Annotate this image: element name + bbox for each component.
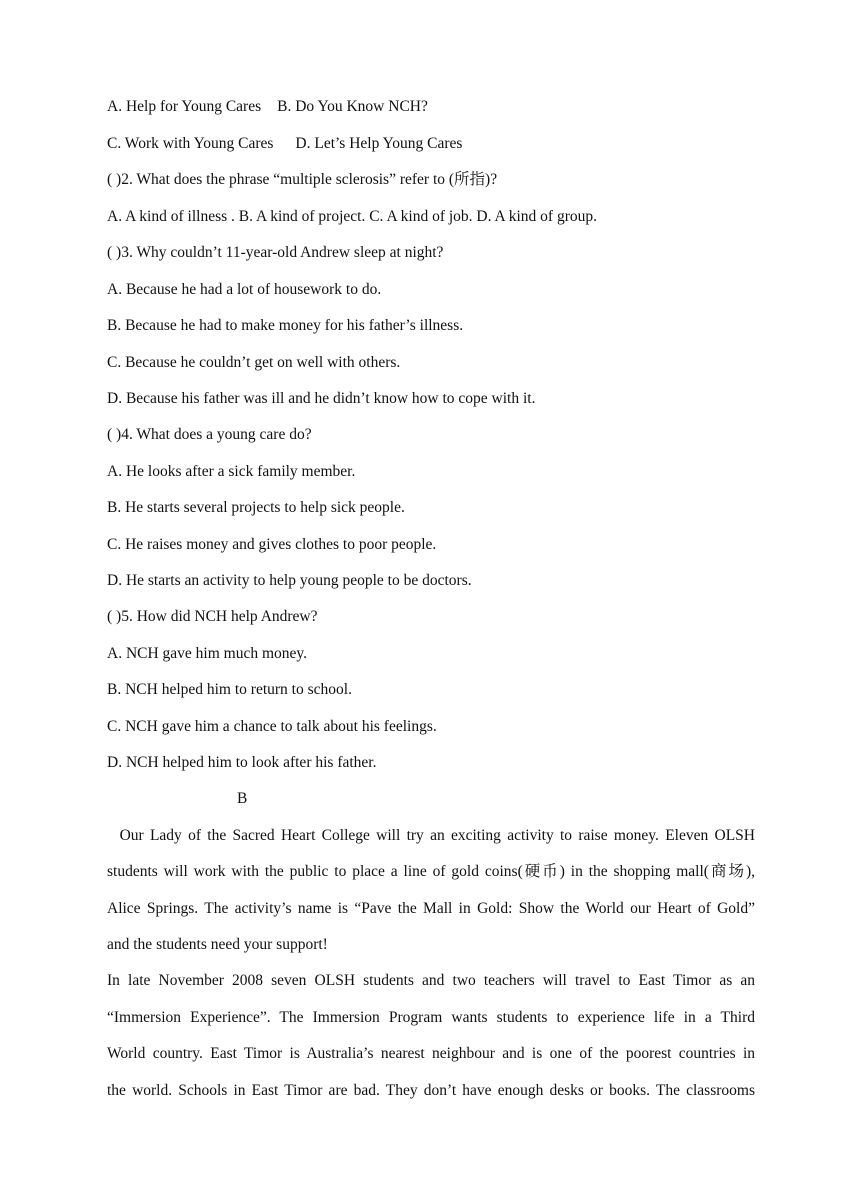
passage-p1-line-2: students will work with the public to place a line of gold coins(硬币) in the shopping mall(商场), xyxy=(107,863,755,880)
passage-p2-line-3: World country. East Timor is Australia’s nearest neighbour and is one of the poorest countries in xyxy=(107,1045,755,1062)
q5-stem: ( )5. How did NCH help Andrew? xyxy=(107,608,318,625)
q5-option-d: D. NCH helped him to look after his father. xyxy=(107,754,377,771)
q3-option-b: B. Because he had to make money for his father’s illness. xyxy=(107,317,464,334)
section-b-heading: B xyxy=(237,790,248,807)
q1-option-c: C. Work with Young Cares xyxy=(107,135,274,152)
q4-option-d: D. He starts an activity to help young people to be doctors. xyxy=(107,572,472,589)
q5-option-b: B. NCH helped him to return to school. xyxy=(107,681,352,698)
passage-p1-line-4: and the students need your support! xyxy=(107,936,328,953)
q3-option-d: D. Because his father was ill and he didn’t know how to cope with it. xyxy=(107,390,536,407)
q3-stem: ( )3. Why couldn’t 11-year-old Andrew sleep at night? xyxy=(107,244,444,261)
passage-p2-line-1: In late November 2008 seven OLSH students and two teachers will travel to East Timor as an xyxy=(107,972,755,989)
passage-p1-line-3: Alice Springs. The activity’s name is “Pave the Mall in Gold: Show the World our Heart of Gold” xyxy=(107,900,755,917)
q1-option-d: D. Let’s Help Young Cares xyxy=(295,135,463,152)
q1-option-a: A. Help for Young Cares xyxy=(107,98,262,115)
q1-options-row-2 xyxy=(107,134,755,154)
q4-option-c: C. He raises money and gives clothes to poor people. xyxy=(107,536,437,553)
q1-option-b: B. Do You Know NCH? xyxy=(277,98,428,115)
q5-option-c: C. NCH gave him a chance to talk about his feelings. xyxy=(107,718,437,735)
passage-p1-line-1: Our Lady of the Sacred Heart College will try an exciting activity to raise money. Eleven OLSH xyxy=(107,827,755,844)
q4-option-a: A. He looks after a sick family member. xyxy=(107,463,356,480)
q3-option-a: A. Because he had a lot of housework to do. xyxy=(107,281,382,298)
q2-options: A. A kind of illness . B. A kind of project. C. A kind of job. D. A kind of group. xyxy=(107,208,597,225)
q5-option-a: A. NCH gave him much money. xyxy=(107,645,308,662)
q4-option-b: B. He starts several projects to help sick people. xyxy=(107,499,405,516)
q3-option-c: C. Because he couldn’t get on well with others. xyxy=(107,354,401,371)
q2-stem: ( )2. What does the phrase “multiple sclerosis” refer to (所指)? xyxy=(107,171,498,188)
q1-options-row-1 xyxy=(107,97,755,117)
passage-p2-line-2: “Immersion Experience”. The Immersion Program wants students to experience life in a Third xyxy=(107,1009,755,1026)
passage-p2-line-4: the world. Schools in East Timor are bad. They don’t have enough desks or books. The classrooms xyxy=(107,1082,755,1099)
q4-stem: ( )4. What does a young care do? xyxy=(107,426,312,443)
